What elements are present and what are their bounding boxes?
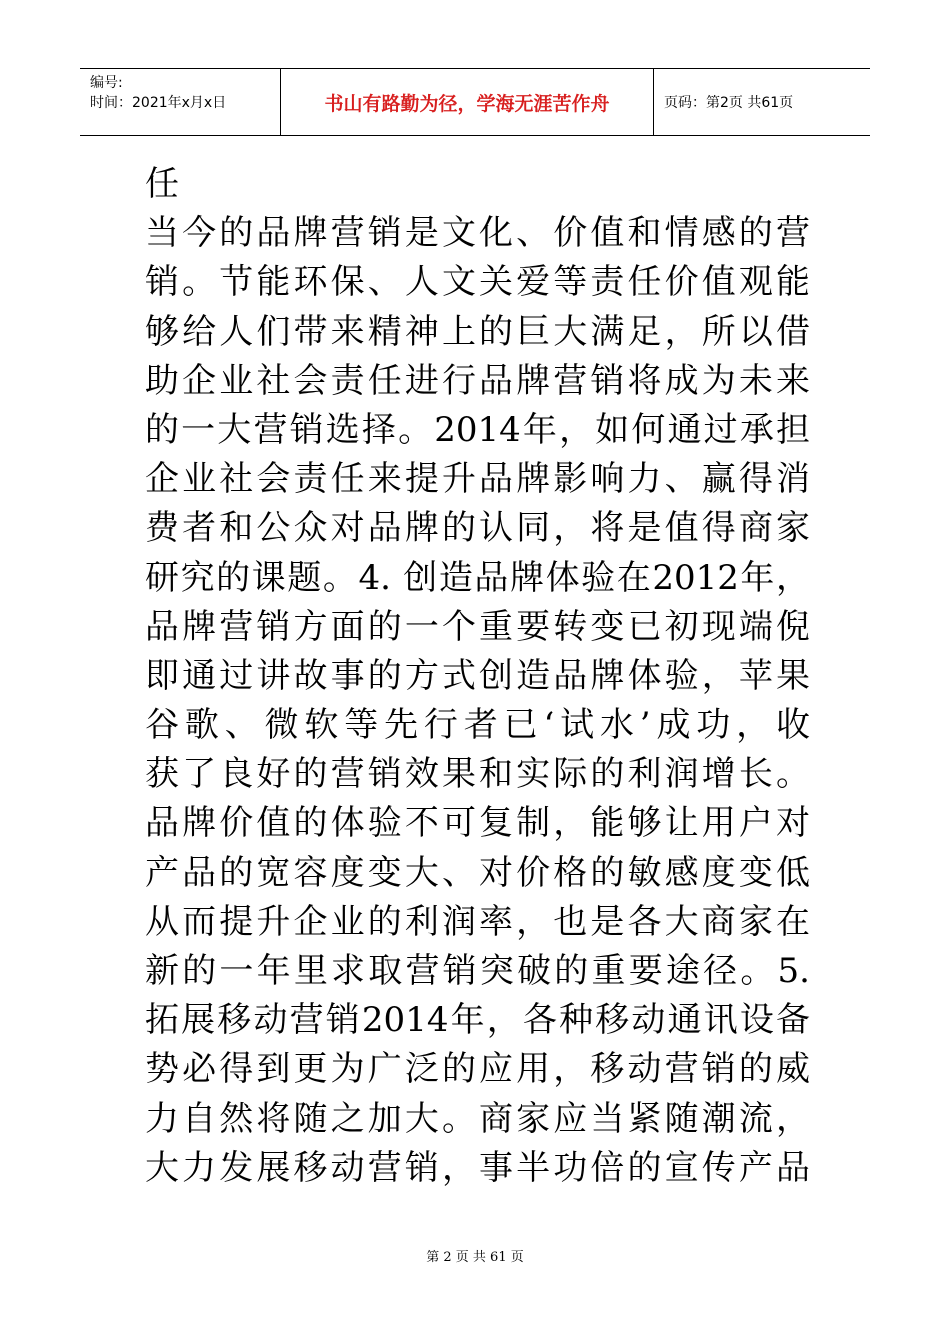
- document-time-label: 时间：2021年x月x日: [90, 95, 227, 111]
- body-line: 品牌营销方面的一个重要转变已初现端倪: [145, 606, 810, 647]
- header-page-info: 页码：第2页 共61页: [664, 95, 794, 111]
- body-line: 势必得到更为广泛的应用，移动营销的威: [145, 1049, 810, 1090]
- body-line: 当今的品牌营销是文化、价值和情感的营: [145, 213, 810, 254]
- body-line: 助企业社会责任进行品牌营销将成为未来: [145, 360, 810, 401]
- body-line: 即通过讲故事的方式创造品牌体验，苹果: [145, 655, 810, 696]
- page-header: [80, 68, 870, 136]
- body-line: 谷歌、微软等先行者已‘试水’成功，收: [145, 705, 810, 746]
- body-line: 产品的宽容度变大、对价格的敏感度变低: [145, 852, 810, 893]
- body-line: 新的一年里求取营销突破的重要途径。5.: [145, 951, 810, 991]
- body-line: 获了良好的营销效果和实际的利润增长。: [145, 754, 810, 795]
- header-motto: 书山有路勤为径，学海无涯苦作舟: [281, 69, 654, 135]
- body-line: 的一大营销选择。2014年，如何通过承担: [145, 409, 810, 450]
- header-meta: [80, 69, 281, 135]
- body-line: 任: [145, 164, 179, 204]
- body-line: 品牌价值的体验不可复制，能够让用户对: [145, 803, 810, 844]
- body-line: 够给人们带来精神上的巨大满足，所以借: [145, 311, 810, 352]
- body-text: [145, 160, 810, 1193]
- body-line: 力自然将随之加大。商家应当紧随潮流，: [145, 1098, 810, 1139]
- body-line: 从而提升企业的利润率，也是各大商家在: [145, 901, 810, 942]
- document-number-label: 编号:: [90, 75, 123, 91]
- body-line: 费者和公众对品牌的认同，将是值得商家: [145, 508, 810, 549]
- body-line: 拓展移动营销2014年，各种移动通讯设备: [145, 1000, 810, 1041]
- body-line: 研究的课题。4. 创造品牌体验在2012年，: [145, 557, 810, 598]
- body-line: 销。节能环保、人文关爱等责任价值观能: [145, 262, 810, 303]
- page-footer: 第 2 页 共 61 页: [426, 1250, 524, 1265]
- body-line: 大力发展移动营销，事半功倍的宣传产品: [145, 1147, 810, 1188]
- body-line: 企业社会责任来提升品牌影响力、赢得消: [145, 459, 810, 500]
